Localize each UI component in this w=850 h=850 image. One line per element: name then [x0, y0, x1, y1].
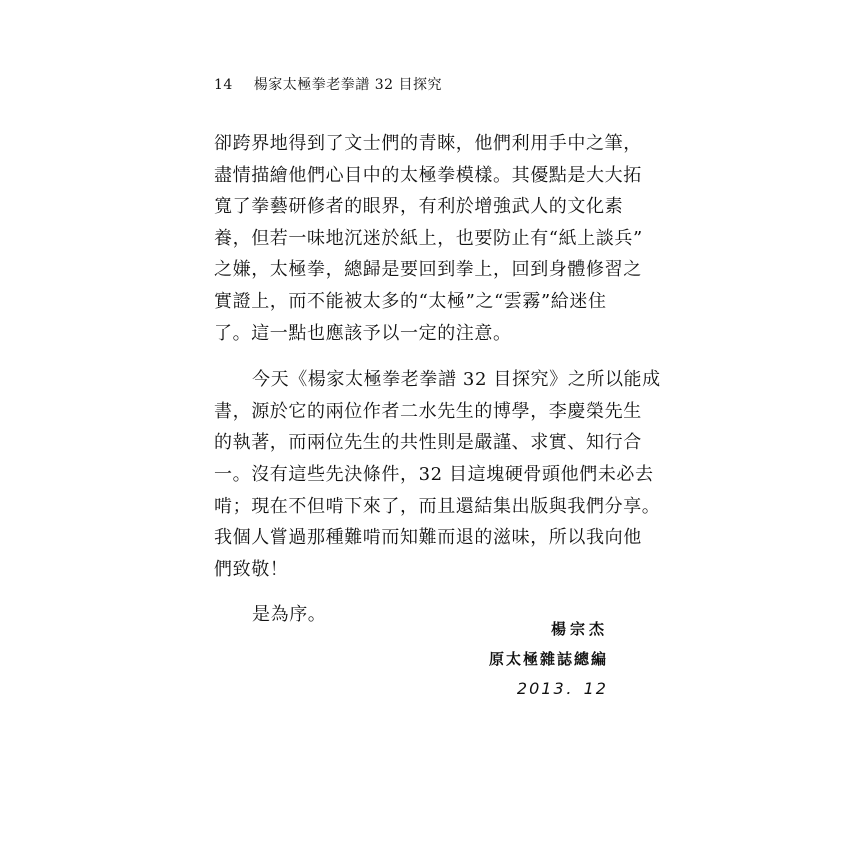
signature-title: 原太極雜誌總編 — [488, 650, 608, 668]
text-line: 實證上，而不能被太多的“太極”之“雲霧”給迷住 — [214, 290, 607, 312]
text-line: 卻跨界地得到了文士們的青睞，他們利用手中之筆， — [214, 133, 642, 154]
text-line: 了。這一點也應該予以一定的注意。 — [214, 322, 512, 344]
text-line: 盡情描繪他們心目中的太極拳模樣。其優點是大大拓 — [214, 164, 642, 186]
signature-date: 2013．12 — [516, 679, 608, 698]
paragraph-gap — [214, 585, 634, 599]
text-line: 我個人嘗過那種難啃而知難而退的滋味，所以我向他 — [214, 527, 642, 549]
book-page — [120, 0, 730, 850]
text-line: 今天《楊家太極拳老拳譜 32 目探究》之所以能成 — [252, 369, 661, 391]
text-line: 啃；現在不但啃下來了，而且還結集出版與我們分享。 — [214, 495, 661, 517]
paragraph — [214, 128, 643, 349]
text-line: 是為序。 — [252, 604, 327, 626]
text-line: 一。沒有這些先決條件，32 目這塊硬骨頭他們未必去 — [214, 463, 654, 485]
text-line: 們致敬！ — [214, 558, 289, 580]
paragraph — [214, 364, 661, 585]
text-line: 寬了拳藝研修者的眼界，有利於增強武人的文化素 — [214, 196, 624, 218]
text-line: 的執著，而兩位先生的共性則是嚴謹、求實、知行合 — [214, 432, 642, 454]
running-header — [214, 74, 442, 94]
signature-name: 楊宗杰 — [550, 620, 608, 638]
text-line: 之嫌，太極拳，總歸是要回到拳上，回到身體修習之 — [214, 259, 642, 281]
paragraph-gap — [214, 349, 634, 364]
preface-body — [214, 128, 661, 631]
page-number: 14 — [214, 77, 233, 93]
text-line: 養，但若一味地沉迷於紙上，也要防止有“紙上談兵” — [214, 227, 643, 249]
text-line: 書，源於它的兩位作者二水先生的博學，李慶榮先生 — [214, 400, 642, 422]
book-title: 楊家太極拳老拳譜 32 目探究 — [253, 77, 442, 93]
